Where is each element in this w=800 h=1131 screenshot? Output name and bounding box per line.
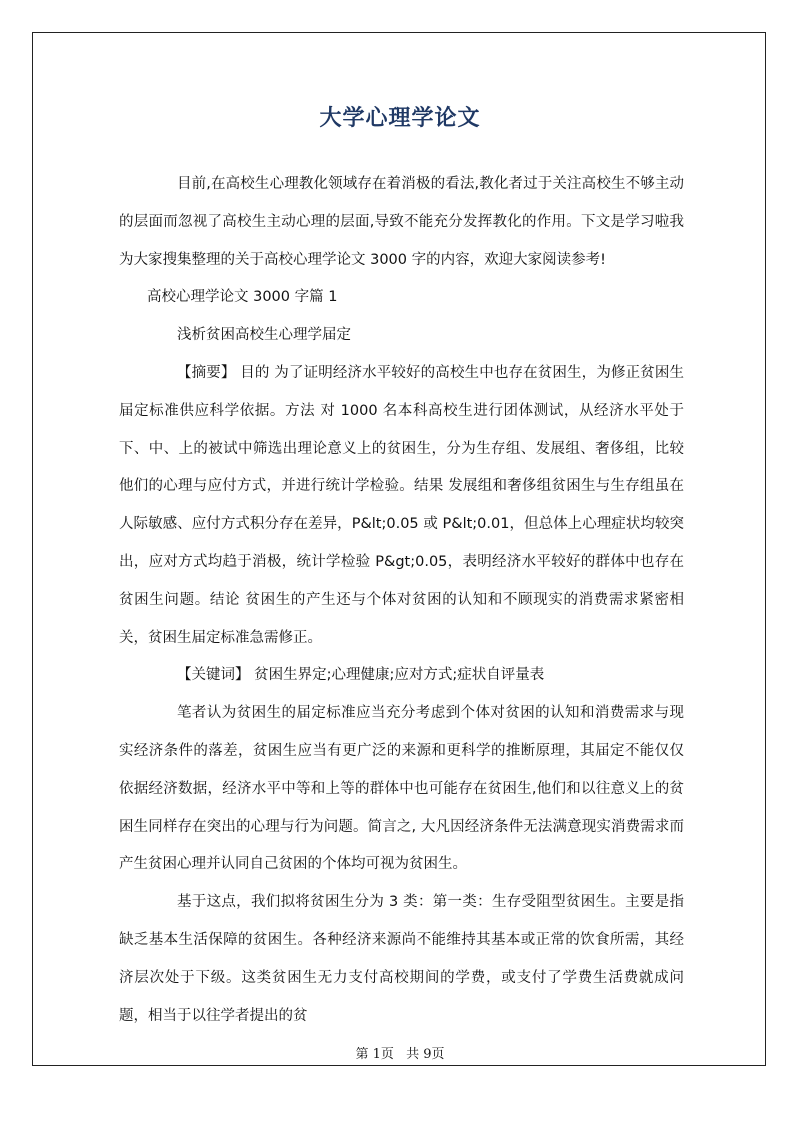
intro-paragraph: 目前,在高校生心理教化领域存在着消极的看法,教化者过于关注高校生不够主动的层面而忽视了高校生主动心理的层面,导致不能充分发挥教化的作用。下文是学习啦我为大家搜集整理的关于高校心理学论文 3000 字的内容，欢迎大家阅读参考! [119,176,684,268]
page-total: 共 9页 [406,1047,445,1062]
section-heading: 高校心理学论文 3000 字篇 1 [147,289,338,306]
body-paragraph: 基于这点，我们拟将贫困生分为 3 类：第一类：生存受阻型贫困生。主要是指缺乏基本生活保障的贫困生。各种经济来源尚不能维持其基本或正常的饮食所需，其经济层次处于下级。这类贫困生无力支付高校期间的学费，或支付了学费生活费就成问题，相当于以往学者提出的贫 [119,894,684,1024]
article-title: 浅析贫困高校生心理学届定 [177,327,351,344]
body-paragraph: 笔者认为贫困生的届定标准应当充分考虑到个体对贫困的认知和消费需求与现实经济条件的落差，贫困生应当有更广泛的来源和更科学的推断原理，其届定不能仅仅依据经济数据，经济水平中等和上等的群体中也可能存在贫困生,他们和以往意义上的贫困生同样存在突出的心理与行为问题。简言之, 大凡因经济条件无法满意现实消费需求而产生贫困心理并认同自己贫困的个体均可视为贫困生。 [119,705,684,873]
document-body [119,166,684,1035]
keywords-paragraph: 【关键词】 贫困生界定;心理健康;应对方式;症状自评量表 [177,667,545,684]
page-footer [0,1043,800,1062]
abstract-paragraph: 【摘要】 目的 为了证明经济水平较好的高校生中也存在贫困生，为修正贫困生届定标准供应科学依据。方法 对 1000 名本科高校生进行团体测试，从经济水平处于下、中、上的被试中筛选出理论意义上的贫困生，分为生存组、发展组、奢侈组，比较他们的心理与应付方式，并进行统计学检验。结果 发展组和奢侈组贫困生与生存组虽在人际敏感、应付方式积分存在差异，P&lt;0.05 或 P&lt;0.01，但总体上心理症状均较突出，应对方式均趋于消极，统计学检验 P&gt;0.05，表明经济水平较好的群体中也存在贫困生问题。结论 贫困生的产生还与个体对贫困的认知和不顾现实的消费需求紧密相关，贫困生届定标准急需修正。 [119,364,684,646]
document-title: 大学心理学论文 [319,106,481,131]
page-number: 第 1页 [355,1047,394,1062]
